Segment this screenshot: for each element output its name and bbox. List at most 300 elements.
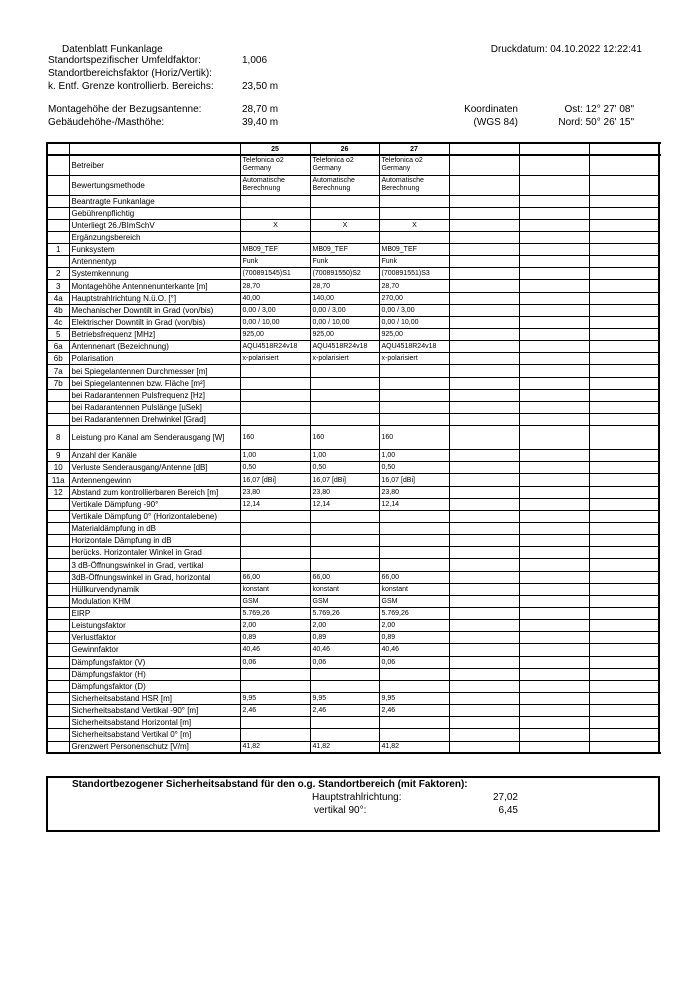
- value-cell: [449, 535, 519, 547]
- value-cell: [310, 547, 379, 559]
- value-cell: [449, 510, 519, 522]
- value-cell: [379, 680, 449, 692]
- row-number: [47, 231, 69, 243]
- building-height-value: 39,40 m: [242, 117, 279, 128]
- value-cell: [449, 414, 519, 426]
- row-number: 8: [47, 426, 69, 450]
- value-cell: 0,00 / 10,00: [310, 316, 379, 328]
- value-cell: [449, 498, 519, 510]
- table-row: [47, 523, 659, 535]
- value-cell: [449, 632, 519, 644]
- header-blank-cell: [47, 143, 69, 155]
- value-cell: 5.769,26: [240, 608, 310, 620]
- value-cell: 925,00: [379, 329, 449, 341]
- value-cell: [449, 292, 519, 304]
- value-cell: [449, 523, 519, 535]
- value-cell: 140,00: [310, 292, 379, 304]
- value-cell: [449, 741, 519, 753]
- value-cell: 40,46: [310, 644, 379, 656]
- table-row: [47, 692, 659, 704]
- value-cell: 0,00 / 3,00: [310, 304, 379, 316]
- value-cell: 16,07 [dBi]: [240, 474, 310, 486]
- value-cell: [519, 329, 589, 341]
- value-cell: [449, 304, 519, 316]
- value-cell: [379, 365, 449, 377]
- value-cell: [310, 523, 379, 535]
- row-label: bei Spiegelantennen bzw. Fläche [m²]: [69, 377, 240, 389]
- value-cell: AQU4518R24v18: [310, 341, 379, 353]
- value-cell: [449, 365, 519, 377]
- row-number: [47, 219, 69, 231]
- value-cell: [519, 365, 589, 377]
- table-row: [47, 620, 659, 632]
- table-row: [47, 341, 659, 353]
- value-cell: [589, 256, 659, 268]
- value-cell: [519, 341, 589, 353]
- table-row: [47, 155, 659, 175]
- value-cell: [379, 668, 449, 680]
- value-cell: [240, 680, 310, 692]
- value-cell: konstant: [379, 583, 449, 595]
- value-cell: Telefonica o2 Germany: [310, 155, 379, 175]
- value-cell: Automatische Berechnung: [240, 175, 310, 195]
- row-number: [47, 401, 69, 413]
- value-cell: [589, 244, 659, 256]
- print-date: Druckdatum: 04.10.2022 12:22:41: [490, 44, 642, 55]
- value-cell: [519, 231, 589, 243]
- value-cell: [310, 717, 379, 729]
- value-cell: [449, 668, 519, 680]
- value-cell: [519, 244, 589, 256]
- value-cell: AQU4518R24v18: [240, 341, 310, 353]
- row-label: Elektrischer Downtilt in Grad (von/bis): [69, 316, 240, 328]
- row-number: 1: [47, 244, 69, 256]
- value-cell: 23,80: [310, 486, 379, 498]
- value-cell: 1,00: [310, 450, 379, 462]
- value-cell: 40,46: [379, 644, 449, 656]
- value-cell: [519, 486, 589, 498]
- value-cell: 2,00: [310, 620, 379, 632]
- value-cell: [310, 377, 379, 389]
- value-cell: 2,00: [379, 620, 449, 632]
- value-cell: [519, 155, 589, 175]
- value-cell: [589, 523, 659, 535]
- row-label: berücks. Horizontaler Winkel in Grad: [69, 547, 240, 559]
- row-label: Gewinnfaktor: [69, 644, 240, 656]
- row-label: Ergänzungsbereich: [69, 231, 240, 243]
- antenna-data-table: [46, 142, 660, 754]
- value-cell: [519, 219, 589, 231]
- value-cell: [589, 547, 659, 559]
- value-cell: [449, 207, 519, 219]
- value-cell: x-polarisiert: [240, 353, 310, 365]
- value-cell: 0,06: [310, 656, 379, 668]
- value-cell: [589, 426, 659, 450]
- row-number: [47, 692, 69, 704]
- value-cell: [519, 195, 589, 207]
- value-cell: 0,50: [379, 462, 449, 474]
- param-label: Standortspezifischer Umfeldfaktor:: [48, 55, 201, 66]
- value-cell: X: [310, 219, 379, 231]
- value-cell: [589, 414, 659, 426]
- value-cell: [379, 401, 449, 413]
- value-cell: [379, 523, 449, 535]
- value-cell: 0,89: [379, 632, 449, 644]
- value-cell: [519, 304, 589, 316]
- value-cell: konstant: [240, 583, 310, 595]
- value-cell: 0,00 / 3,00: [240, 304, 310, 316]
- table-row: [47, 656, 659, 668]
- value-cell: [449, 450, 519, 462]
- value-cell: [449, 256, 519, 268]
- value-cell: GSM: [379, 595, 449, 607]
- table-row: [47, 231, 659, 243]
- row-number: [47, 559, 69, 571]
- column-header: [449, 143, 519, 155]
- row-label: Dämpfungsfaktor (V): [69, 656, 240, 668]
- building-height-label: Gebäudehöhe-/Masthöhe:: [48, 117, 165, 128]
- value-cell: [240, 195, 310, 207]
- row-number: [47, 195, 69, 207]
- value-cell: [240, 377, 310, 389]
- value-cell: [519, 535, 589, 547]
- table-row: [47, 741, 659, 753]
- value-cell: [240, 535, 310, 547]
- table-row: [47, 195, 659, 207]
- value-cell: 270,00: [379, 292, 449, 304]
- table-row: [47, 595, 659, 607]
- table-row: [47, 329, 659, 341]
- value-cell: [589, 474, 659, 486]
- value-cell: 1,00: [240, 450, 310, 462]
- value-cell: [519, 656, 589, 668]
- value-cell: [589, 620, 659, 632]
- value-cell: [519, 595, 589, 607]
- row-number: [47, 608, 69, 620]
- value-cell: 5.769,26: [379, 608, 449, 620]
- row-number: 6b: [47, 353, 69, 365]
- row-label: Vertikale Dämpfung -90°: [69, 498, 240, 510]
- row-number: 4b: [47, 304, 69, 316]
- value-cell: [379, 547, 449, 559]
- row-label: Antennengewinn: [69, 474, 240, 486]
- value-cell: 925,00: [240, 329, 310, 341]
- row-label: Verluste Senderausgang/Antenne [dB]: [69, 462, 240, 474]
- value-cell: [519, 450, 589, 462]
- row-number: [47, 155, 69, 175]
- value-cell: [589, 304, 659, 316]
- row-label: Leistungsfaktor: [69, 620, 240, 632]
- row-number: 9: [47, 450, 69, 462]
- value-cell: [449, 462, 519, 474]
- value-cell: [240, 401, 310, 413]
- value-cell: [240, 523, 310, 535]
- row-label: Grenzwert Personenschutz [V/m]: [69, 741, 240, 753]
- table-row: [47, 280, 659, 292]
- value-cell: [449, 729, 519, 741]
- value-cell: [519, 426, 589, 450]
- value-cell: [519, 316, 589, 328]
- column-header: 27: [379, 143, 449, 155]
- row-label: Antennenart (Bezeichnung): [69, 341, 240, 353]
- value-cell: [379, 389, 449, 401]
- value-cell: [589, 268, 659, 280]
- row-number: [47, 414, 69, 426]
- value-cell: [589, 680, 659, 692]
- value-cell: [589, 510, 659, 522]
- value-cell: [589, 316, 659, 328]
- value-cell: [519, 498, 589, 510]
- table-row: [47, 316, 659, 328]
- row-number: [47, 717, 69, 729]
- value-cell: [240, 717, 310, 729]
- coordinate-north: Nord: 50° 26' 15": [558, 117, 634, 128]
- summary-vertical-value: 6,45: [498, 805, 518, 816]
- value-cell: [589, 595, 659, 607]
- value-cell: 2,46: [310, 705, 379, 717]
- value-cell: 12,14: [310, 498, 379, 510]
- value-cell: 160: [240, 426, 310, 450]
- value-cell: [519, 389, 589, 401]
- table-row: [47, 510, 659, 522]
- value-cell: [519, 474, 589, 486]
- row-label: Betreiber: [69, 155, 240, 175]
- value-cell: AQU4518R24v18: [379, 341, 449, 353]
- value-cell: [589, 535, 659, 547]
- row-label: Abstand zum kontrollierbaren Bereich [m]: [69, 486, 240, 498]
- value-cell: [519, 608, 589, 620]
- row-label: bei Radarantennen Pulslänge [uSek]: [69, 401, 240, 413]
- row-number: [47, 644, 69, 656]
- value-cell: MB09_TEF: [310, 244, 379, 256]
- row-label: Verlustfaktor: [69, 632, 240, 644]
- value-cell: [449, 175, 519, 195]
- value-cell: 40,00: [240, 292, 310, 304]
- value-cell: 160: [379, 426, 449, 450]
- value-cell: [310, 195, 379, 207]
- value-cell: [449, 583, 519, 595]
- row-label: Anzahl der Kanäle: [69, 450, 240, 462]
- table-row: [47, 680, 659, 692]
- row-label: Hüllkurvendynamik: [69, 583, 240, 595]
- value-cell: [589, 329, 659, 341]
- value-cell: [589, 644, 659, 656]
- value-cell: [519, 583, 589, 595]
- table-row: [47, 365, 659, 377]
- value-cell: [519, 741, 589, 753]
- value-cell: 0,00 / 3,00: [379, 304, 449, 316]
- table-row: [47, 498, 659, 510]
- value-cell: [589, 608, 659, 620]
- value-cell: [519, 680, 589, 692]
- summary-hsr-value: 27,02: [492, 792, 518, 803]
- row-number: [47, 680, 69, 692]
- row-number: [47, 498, 69, 510]
- row-label: Sicherheitsabstand Horizontal [m]: [69, 717, 240, 729]
- value-cell: 925,00: [310, 329, 379, 341]
- value-cell: 12,14: [379, 498, 449, 510]
- value-cell: [379, 729, 449, 741]
- row-number: [47, 389, 69, 401]
- value-cell: [449, 341, 519, 353]
- table-row: [47, 668, 659, 680]
- value-cell: [519, 353, 589, 365]
- value-cell: [589, 705, 659, 717]
- row-number: [47, 632, 69, 644]
- value-cell: [449, 219, 519, 231]
- value-cell: 0,50: [240, 462, 310, 474]
- value-cell: GSM: [310, 595, 379, 607]
- row-label: Montagehöhe Antennenunterkante [m]: [69, 280, 240, 292]
- row-number: [47, 535, 69, 547]
- value-cell: [589, 155, 659, 175]
- value-cell: MB09_TEF: [240, 244, 310, 256]
- value-cell: X: [379, 219, 449, 231]
- value-cell: [449, 547, 519, 559]
- value-cell: [519, 620, 589, 632]
- value-cell: [589, 377, 659, 389]
- value-cell: [589, 571, 659, 583]
- value-cell: [589, 389, 659, 401]
- row-label: Sicherheitsabstand Vertikal 0° [m]: [69, 729, 240, 741]
- table-row: [47, 426, 659, 450]
- value-cell: [379, 207, 449, 219]
- value-cell: [519, 644, 589, 656]
- value-cell: [449, 329, 519, 341]
- value-cell: 28,70: [379, 280, 449, 292]
- value-cell: 41,82: [310, 741, 379, 753]
- param-value: 1,006: [242, 55, 268, 66]
- param-label: k. Entf. Grenze kontrollierb. Bereichs:: [48, 81, 214, 92]
- table-row: [47, 474, 659, 486]
- value-cell: x-polarisiert: [310, 353, 379, 365]
- value-cell: [449, 244, 519, 256]
- value-cell: (700891545)S1: [240, 268, 310, 280]
- value-cell: [310, 510, 379, 522]
- value-cell: [240, 729, 310, 741]
- value-cell: [240, 231, 310, 243]
- table-row: [47, 207, 659, 219]
- value-cell: [519, 729, 589, 741]
- row-number: 2: [47, 268, 69, 280]
- value-cell: [589, 668, 659, 680]
- value-cell: 66,00: [379, 571, 449, 583]
- value-cell: [519, 414, 589, 426]
- value-cell: [589, 632, 659, 644]
- row-number: 3: [47, 280, 69, 292]
- header-blank-cell: [69, 143, 240, 155]
- value-cell: [449, 595, 519, 607]
- column-header: 26: [310, 143, 379, 155]
- param-value: 23,50 m: [242, 81, 279, 92]
- row-label: Dämpfungsfaktor (H): [69, 668, 240, 680]
- row-label: bei Radarantennen Pulsfrequenz [Hz]: [69, 389, 240, 401]
- value-cell: 23,80: [379, 486, 449, 498]
- value-cell: Telefonica o2 Germany: [379, 155, 449, 175]
- row-label: bei Spiegelantennen Durchmesser [m]: [69, 365, 240, 377]
- value-cell: [519, 280, 589, 292]
- value-cell: [449, 353, 519, 365]
- table-row: [47, 729, 659, 741]
- value-cell: X: [240, 219, 310, 231]
- row-label: EIRP: [69, 608, 240, 620]
- row-label: 3dB-Öffnungswinkel in Grad, horizontal: [69, 571, 240, 583]
- value-cell: [449, 620, 519, 632]
- value-cell: 66,00: [240, 571, 310, 583]
- value-cell: 2,46: [240, 705, 310, 717]
- value-cell: [589, 280, 659, 292]
- row-number: [47, 510, 69, 522]
- table-row: [47, 705, 659, 717]
- value-cell: [449, 377, 519, 389]
- table-row: [47, 462, 659, 474]
- value-cell: [449, 426, 519, 450]
- value-cell: konstant: [310, 583, 379, 595]
- table-row: [47, 401, 659, 413]
- value-cell: [449, 389, 519, 401]
- value-cell: 16,07 [dBi]: [310, 474, 379, 486]
- row-label: Sicherheitsabstand Vertikal -90° [m]: [69, 705, 240, 717]
- value-cell: 9,95: [240, 692, 310, 704]
- value-cell: Funk: [310, 256, 379, 268]
- row-number: 5: [47, 329, 69, 341]
- row-label: 3 dB-Öffnungswinkel in Grad, vertikal: [69, 559, 240, 571]
- value-cell: [589, 401, 659, 413]
- value-cell: [519, 692, 589, 704]
- value-cell: [519, 292, 589, 304]
- value-cell: [379, 231, 449, 243]
- row-number: 4c: [47, 316, 69, 328]
- row-number: 11a: [47, 474, 69, 486]
- row-label: Antennentyp: [69, 256, 240, 268]
- table-row: [47, 608, 659, 620]
- value-cell: [589, 486, 659, 498]
- row-number: [47, 741, 69, 753]
- table-row: [47, 547, 659, 559]
- value-cell: [589, 207, 659, 219]
- row-label: Sicherheitsabstand HSR [m]: [69, 692, 240, 704]
- value-cell: 2,00: [240, 620, 310, 632]
- value-cell: GSM: [240, 595, 310, 607]
- value-cell: [519, 559, 589, 571]
- value-cell: [519, 705, 589, 717]
- table-row: [47, 219, 659, 231]
- row-number: [47, 668, 69, 680]
- table-row: [47, 717, 659, 729]
- row-number: [47, 207, 69, 219]
- table-row: [47, 292, 659, 304]
- value-cell: 41,82: [379, 741, 449, 753]
- row-number: [47, 523, 69, 535]
- value-cell: [310, 231, 379, 243]
- row-label: Polarisation: [69, 353, 240, 365]
- value-cell: [310, 401, 379, 413]
- value-cell: [449, 231, 519, 243]
- value-cell: Automatische Berechnung: [310, 175, 379, 195]
- value-cell: [589, 365, 659, 377]
- value-cell: [589, 292, 659, 304]
- row-label: Dämpfungsfaktor (D): [69, 680, 240, 692]
- value-cell: Funk: [240, 256, 310, 268]
- value-cell: [449, 717, 519, 729]
- value-cell: [449, 280, 519, 292]
- value-cell: 160: [310, 426, 379, 450]
- value-cell: [519, 571, 589, 583]
- value-cell: 12,14: [240, 498, 310, 510]
- row-label: Mechanischer Downtilt in Grad (von/bis): [69, 304, 240, 316]
- row-number: [47, 595, 69, 607]
- summary-title: Standortbezogener Sicherheitsabstand für den o.g. Standortbereich (mit Faktoren):: [72, 779, 468, 790]
